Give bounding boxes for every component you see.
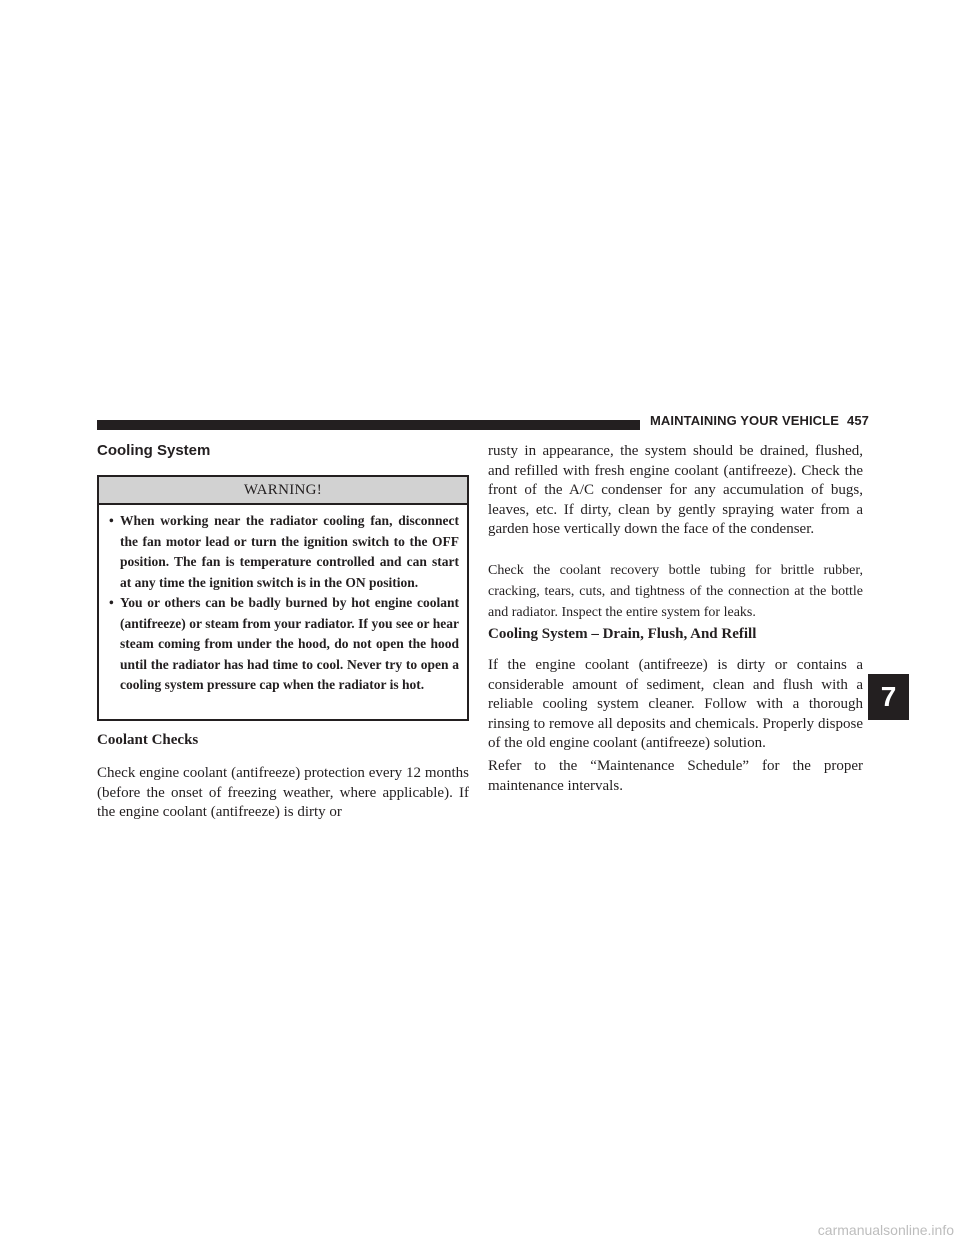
running-header xyxy=(650,413,869,428)
bullet-icon: • xyxy=(109,595,114,610)
maintenance-schedule-paragraph: Refer to the “Maintenance Schedule” for the proper maintenance intervals. xyxy=(488,758,863,794)
drain-flush-heading: Cooling System – Drain, Flush, And Refill xyxy=(488,626,757,642)
warning-item xyxy=(109,593,459,696)
header-rule xyxy=(97,420,640,430)
coolant-checks-continued-paragraph: rusty in appearance, the system should be drained, flushed, and refilled with fresh engine coolant (antifreeze). Check the front of the A/C condenser for any accumulation of bugs, leaves, etc. If dirty, clean by gently spraying water from a garden hose vertically down the face of the condenser. xyxy=(488,443,863,537)
coolant-checks-paragraph: Check engine coolant (antifreeze) protection every 12 months (before the onset of freezing weather, where applicable). If the engine coolant (antifreeze) is dirty or xyxy=(97,765,469,820)
chapter-title: MAINTAINING YOUR VEHICLE xyxy=(650,413,839,428)
warning-item-text: When working near the radiator cooling fan, disconnect the fan motor lead or turn the ignition switch to the OFF position. The fan is temperature controlled and can start at any time the ignition switch is in the ON position. xyxy=(120,513,459,590)
warning-box xyxy=(97,475,469,721)
warning-item-text: You or others can be badly burned by hot engine coolant (antifreeze) or steam from your radiator. If you see or hear steam coming from under the hood, do not open the hood until the radiator has had time to cool. Never try to open a cooling system pressure cap when the radiator is hot. xyxy=(120,595,459,692)
watermark: carmanualsonline.info xyxy=(817,1222,954,1238)
warning-list xyxy=(99,505,467,696)
section-title: Cooling System xyxy=(97,442,211,459)
warning-title: WARNING! xyxy=(99,477,467,505)
page-number: 457 xyxy=(846,413,869,428)
coolant-checks-heading: Coolant Checks xyxy=(97,732,199,748)
warning-item xyxy=(109,511,459,593)
tubing-inspection-paragraph: Check the coolant recovery bottle tubing for brittle rubber, cracking, tears, cuts, and tightness of the connection at the bottle and radiator. Inspect the entire system for leaks. xyxy=(488,563,863,620)
chapter-tab: 7 xyxy=(868,674,909,720)
drain-flush-paragraph: If the engine coolant (antifreeze) is dirty or contains a considerable amount of sediment, clean and flush with a reliable cooling system cleaner. Follow with a thorough rinsing to remove all deposits and chemicals. Properly dispose of the old engine coolant (antifreeze) solution. xyxy=(488,657,863,751)
bullet-icon: • xyxy=(109,513,114,528)
